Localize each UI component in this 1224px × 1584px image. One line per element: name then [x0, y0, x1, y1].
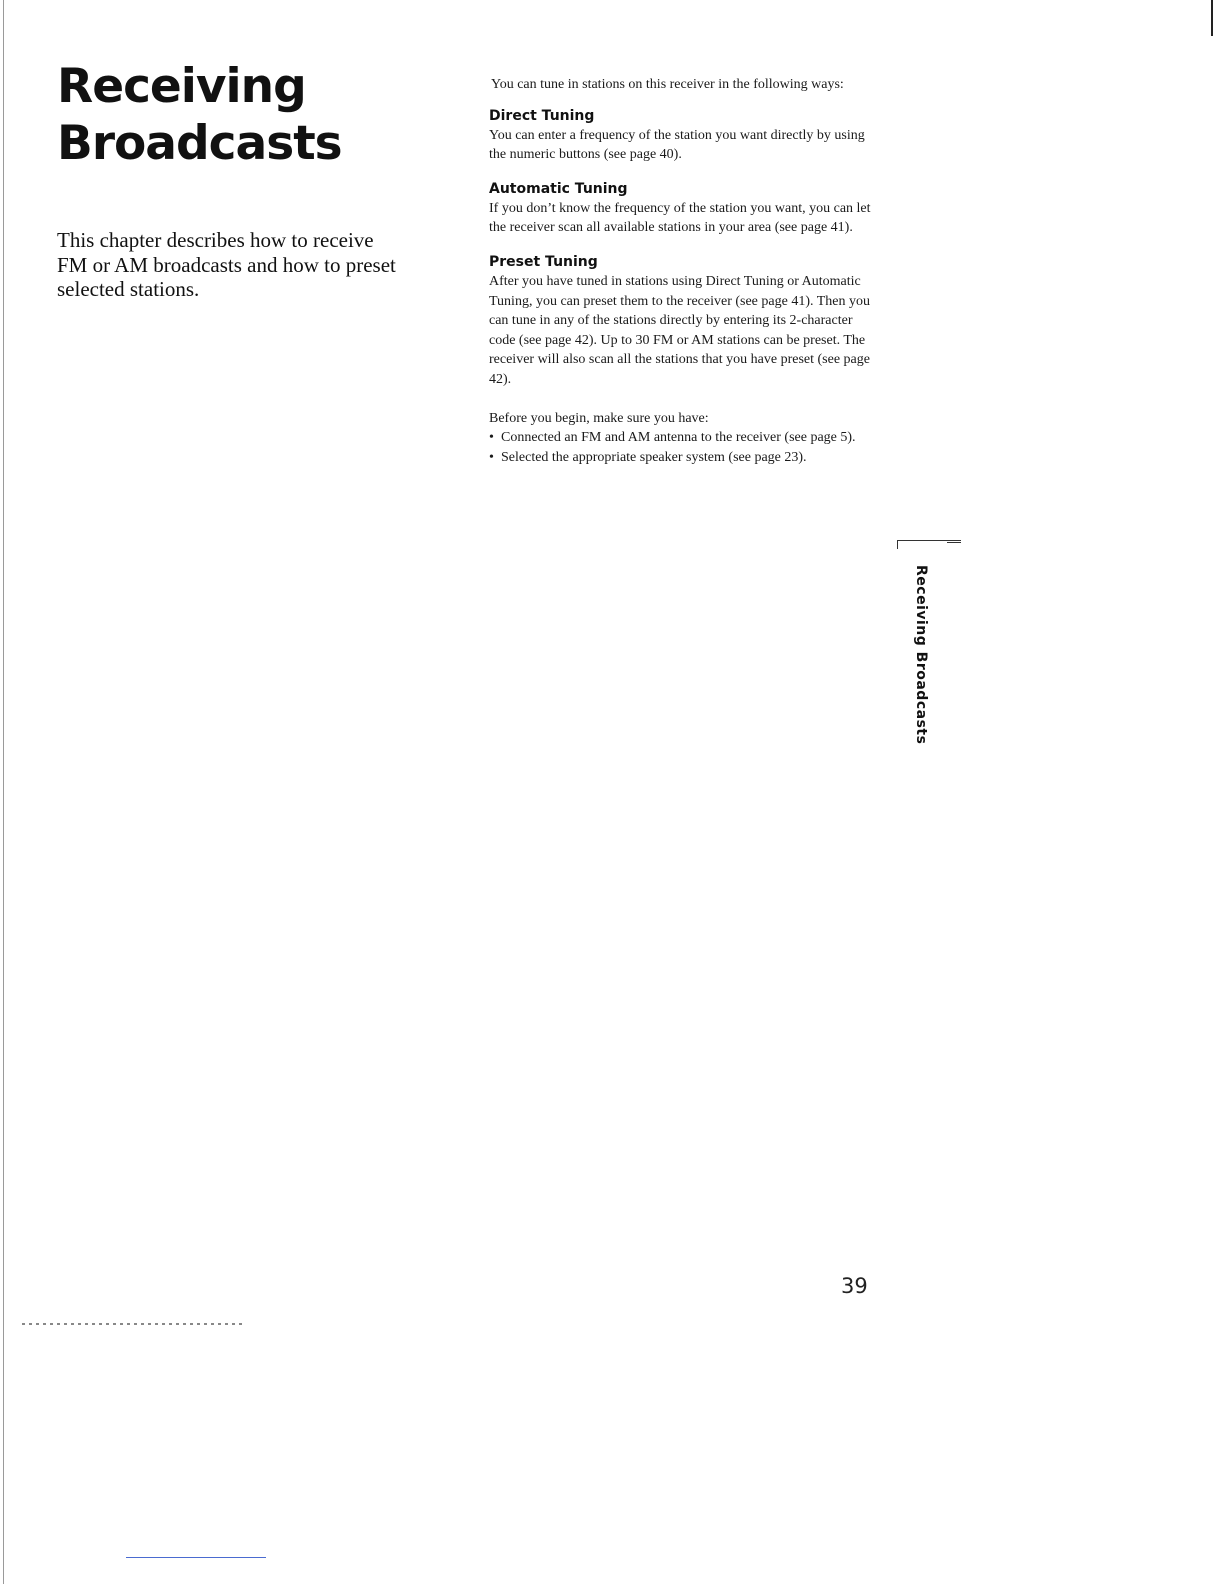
list-item-text: Selected the appropriate speaker system (see page 23).: [501, 449, 807, 465]
before-you-begin: [489, 409, 879, 468]
chapter-title-line-1: Receiving: [57, 59, 306, 114]
chapter-title: [57, 58, 342, 172]
side-tab-label: Receiving Broadcasts: [913, 565, 929, 745]
checklist: [489, 428, 879, 467]
page-edge-left: [3, 0, 4, 1584]
section-body: After you have tuned in stations using Direct Tuning or Automatic Tuning, you can preset them to the receiver (see page 41). Then you can tune in any of the stations directly by entering its 2-character code (see page 42). Up to 30 FM or AM stations can be preset. The receiver will also scan all the stations that you have preset (see page 42).: [489, 273, 871, 387]
bullet-icon: •: [489, 430, 494, 446]
lead-paragraph: You can tune in stations on this receiver in the following ways:: [491, 77, 844, 92]
chapter-title-line-2: Broadcasts: [57, 116, 342, 171]
bullet-icon: •: [489, 449, 494, 465]
page-number: 39: [841, 1274, 868, 1298]
section-body: If you don’t know the frequency of the station you want, you can let the receiver scan all available stations in your area (see page 41).: [489, 200, 871, 236]
before-intro: Before you begin, make sure you have:: [489, 410, 709, 426]
section-heading: Direct Tuning: [489, 107, 595, 124]
section-automatic-tuning: [489, 180, 879, 238]
list-item: [489, 448, 879, 468]
list-item-text: Connected an FM and AM antenna to the receiver (see page 5).: [501, 430, 856, 446]
section-heading: Preset Tuning: [489, 253, 598, 270]
scan-noise-line: [22, 1323, 242, 1325]
bottom-rule: [126, 1557, 266, 1558]
main-column: [489, 75, 879, 467]
section-preset-tuning: [489, 253, 879, 390]
side-tab-stroke: [947, 542, 961, 543]
section-direct-tuning: [489, 107, 879, 165]
chapter-intro: This chapter describes how to receive FM or AM broadcasts and how to preset selected stations.: [57, 228, 396, 301]
page-edge-right: [1211, 0, 1213, 36]
section-body: You can enter a frequency of the station you want directly by using the numeric buttons (see page 40).: [489, 127, 865, 163]
section-heading: Automatic Tuning: [489, 180, 628, 197]
list-item: [489, 428, 879, 448]
